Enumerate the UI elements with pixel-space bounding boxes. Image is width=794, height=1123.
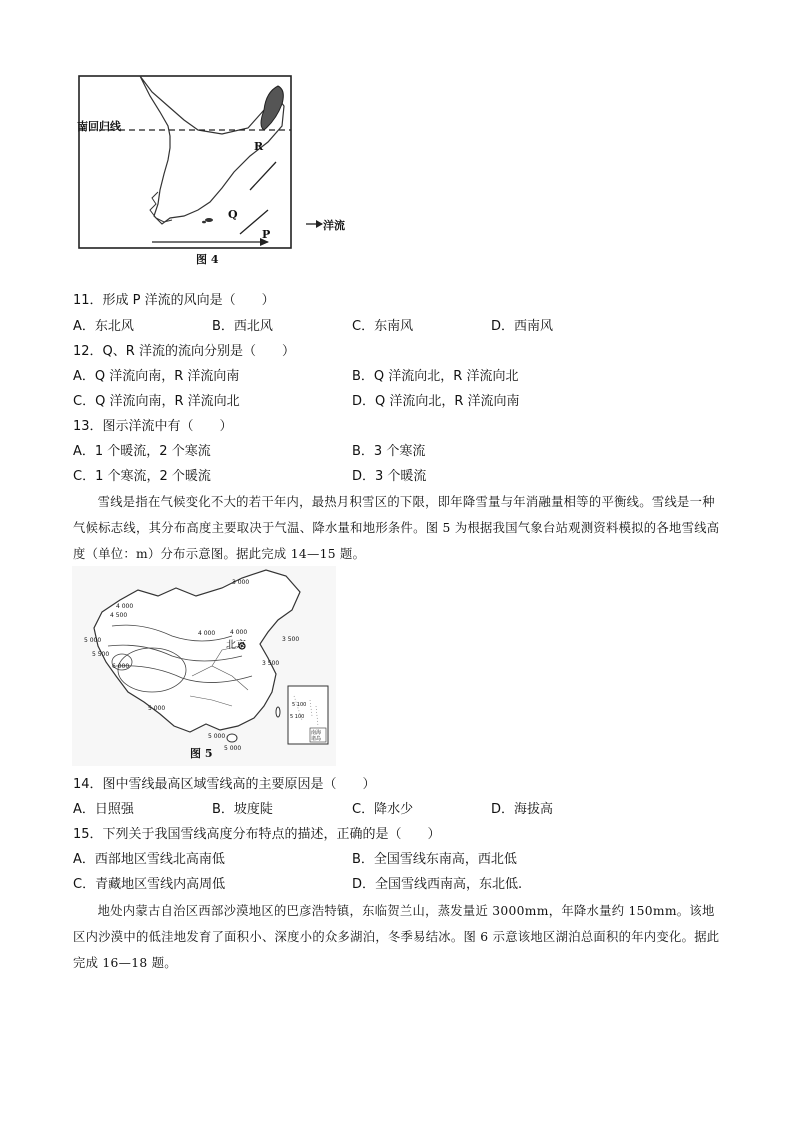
snowline-label-2: 4 000 [116,603,134,610]
q13-option-a[interactable]: A．1 个暖流，2 个寒流 [73,444,211,459]
q14-option-a[interactable]: A．日照强 [73,802,134,817]
question-13-stem: 13．图示洋流中有（ ） [73,419,233,434]
bayanhot-passage: 地处内蒙古自治区西部沙漠地区的巴彦浩特镇，东临贺兰山，蒸发量近 3000mm，年降水量约 150mm。该地区内沙漠中的低洼地发育了面积小、深度小的众多湖泊，冬季易结冰。图 6 示意该地区湖泊总面积的年内变化。据此完成 16—18 题。 [73,904,720,970]
question-15-stem: 15．下列关于我国雪线高度分布特点的描述，正确的是（ ） [73,827,441,842]
question-11-stem: 11．形成 P 洋流的风向是（ ） [73,293,275,308]
question-14-stem: 14．图中雪线最高区域雪线高的主要原因是（ ） [73,777,376,792]
current-label-r: R [254,140,264,153]
snowline-label-11: 3 500 [262,660,280,667]
q13-option-d[interactable]: D．3 个暖流 [352,469,427,484]
figure-4-map [72,70,362,270]
snowline-label-14: 5 100 [292,702,307,708]
snowline-label-8: 5 000 [148,705,166,712]
q14-option-c[interactable]: C．降水少 [352,802,414,817]
snowline-label-10: 3 500 [282,636,300,643]
snowline-label-12: 5 000 [208,733,226,740]
snowline-label-5: 5 000 [84,637,102,644]
q12-option-b[interactable]: B．Q 洋流向北，R 洋流向北 [352,369,519,384]
q14-option-b[interactable]: B．坡度陡 [212,802,273,817]
q14-option-d[interactable]: D．海拔高 [491,802,554,817]
q11-option-a[interactable]: A．东北风 [73,319,134,334]
snowline-label-13: 5 000 [224,745,242,752]
tropic-label: 南回归线 [77,120,121,133]
q11-option-c[interactable]: C．东南风 [352,319,414,334]
snowline-label-6: 5 500 [92,651,110,658]
current-label-p: P [262,228,271,241]
q12-option-c[interactable]: C．Q 洋流向南，R 洋流向北 [73,394,240,409]
q12-option-a[interactable]: A．Q 洋流向南，R 洋流向南 [73,369,240,384]
snowline-label-3: 4 500 [110,612,128,619]
q13-option-b[interactable]: B．3 个寒流 [352,444,426,459]
q15-option-a[interactable]: A．西部地区雪线北高南低 [73,852,225,867]
q12-option-d[interactable]: D．Q 洋流向北，R 洋流向南 [352,394,520,409]
south-sea-inset-label: 南海诸岛 [311,730,322,742]
figure-5-caption: 图 5 [190,747,213,760]
current-label-q: Q [228,208,238,221]
snowline-label-9: 4 000 [230,629,248,636]
q13-option-c[interactable]: C．1 个寒流，2 个暖流 [73,469,211,484]
q11-option-d[interactable]: D．西南风 [491,319,554,334]
figure-4-caption: 图 4 [196,253,219,266]
snowline-label-15: 5 100 [290,714,305,720]
snowline-label-4: 4 000 [198,630,216,637]
q15-option-d[interactable]: D．全国雪线西南高，东北低. [352,877,523,892]
q15-option-b[interactable]: B．全国雪线东南高，西北低 [352,852,517,867]
snowline-passage: 雪线是指在气候变化不大的若干年内，最热月积雪区的下限，即年降雪量与年消融量相等的平衡线。雪线是一种气候标志线，其分布高度主要取决于气温、降水量和地形条件。图 5 为根据我国气象台站观测资料模拟的各地雪线高度（单位：m）分布示意图。据此完成 14—15 题。 [73,495,720,561]
q15-option-c[interactable]: C．青藏地区雪线内高周低 [73,877,226,892]
question-12-stem: 12．Q、R 洋流的流向分别是（ ） [73,344,295,359]
beijing-label: 北京 [226,640,246,651]
snowline-label-7: 6 000 [112,663,130,670]
legend-current-label: 洋流 [323,219,345,232]
snowline-label-1: 3 000 [232,579,250,586]
q11-option-b[interactable]: B．西北风 [212,319,273,334]
